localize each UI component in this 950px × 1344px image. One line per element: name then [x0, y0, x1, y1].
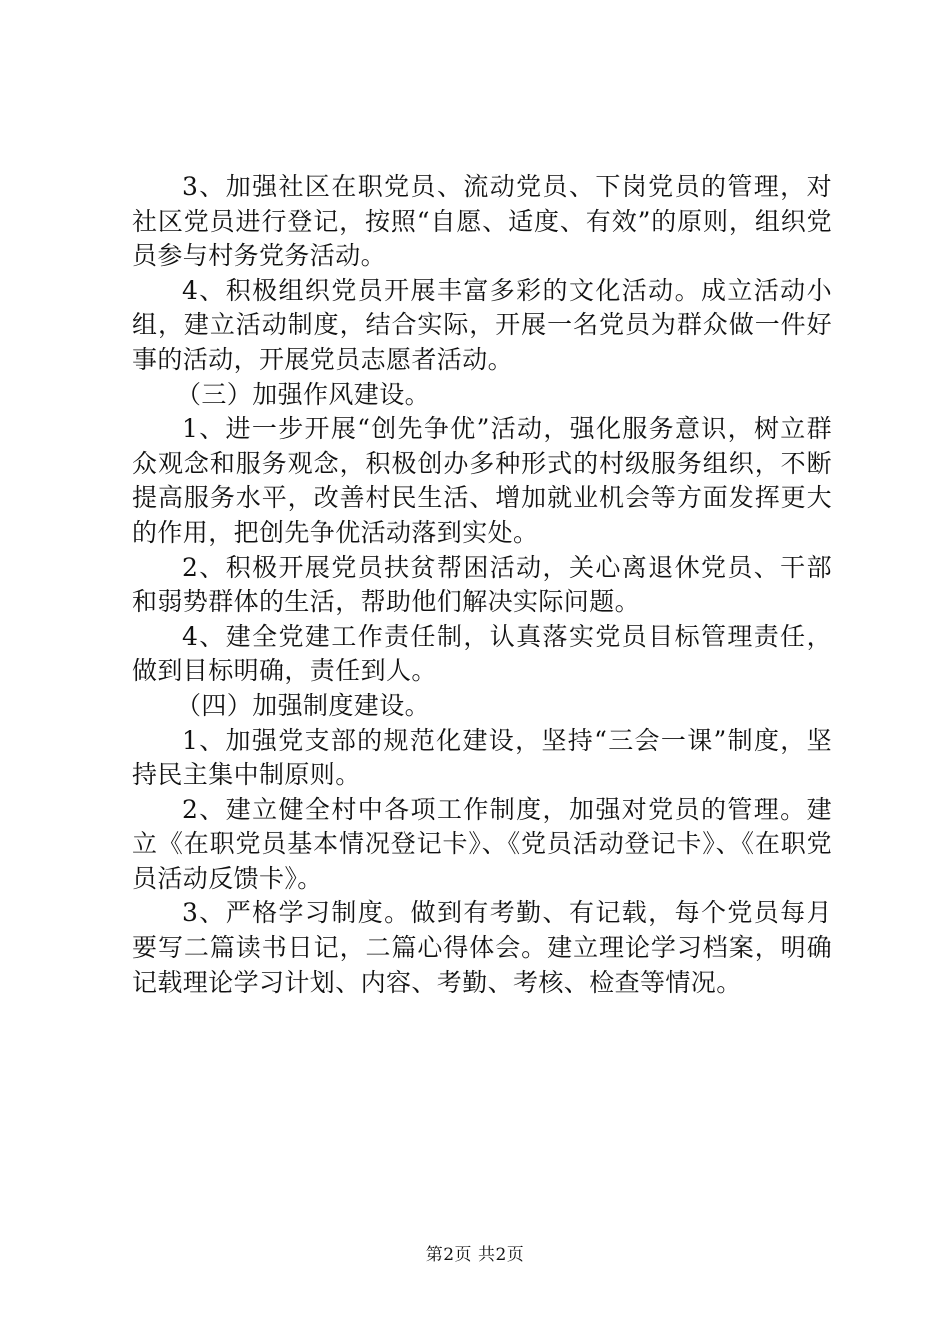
paragraph-item-1-excellence: 1、进一步开展“创先争优”活动，强化服务意识，树立群众观念和服务观念，积极创办多种形式的村级服务组织，不断提高服务水平，改善村民生活、增加就业机会等方面发挥更大的作用，把创先争优活动落到实处。: [132, 414, 832, 547]
paragraph-item-1-branch: 1、加强党支部的规范化建设，坚持“三会一课”制度，坚持民主集中制原则。: [132, 725, 832, 790]
page-number-footer: 第2页 共2页: [425, 1245, 525, 1265]
paragraph-item-4-culture: 4、积极组织党员开展丰富多彩的文化活动。成立活动小组，建立活动制度，结合实际，开展一名党员为群众做一件好事的活动，开展党员志愿者活动。: [132, 275, 832, 374]
paragraph-item-2-poverty: 2、积极开展党员扶贫帮困活动，关心离退休党员、干部和弱势群体的生活，帮助他们解决实际问题。: [132, 552, 832, 617]
paragraph-item-4-responsibility: 4、建全党建工作责任制，认真落实党员目标管理责任，做到目标明确，责任到人。: [132, 621, 832, 686]
paragraph-item-2-rules: 2、建立健全村中各项工作制度，加强对党员的管理。建立《在职党员基本情况登记卡》、《党员活动登记卡》、《在职党员活动反馈卡》。: [132, 794, 832, 893]
paragraph-item-3-community: 3、加强社区在职党员、流动党员、下岗党员的管理，对社区党员进行登记，按照“自愿、适度、有效”的原则，组织党员参与村务党务活动。: [132, 172, 832, 271]
section-heading-system: （四）加强制度建设。: [176, 690, 431, 720]
section-heading-style: （三）加强作风建设。: [176, 379, 431, 409]
document-body: [132, 170, 832, 1000]
paragraph-item-3-study: 3、严格学习制度。做到有考勤、有记载，每个党员每月要写二篇读书日记，二篇心得体会。建立理论学习档案，明确记载理论学习计划、内容、考勤、考核、检查等情况。: [132, 898, 832, 997]
